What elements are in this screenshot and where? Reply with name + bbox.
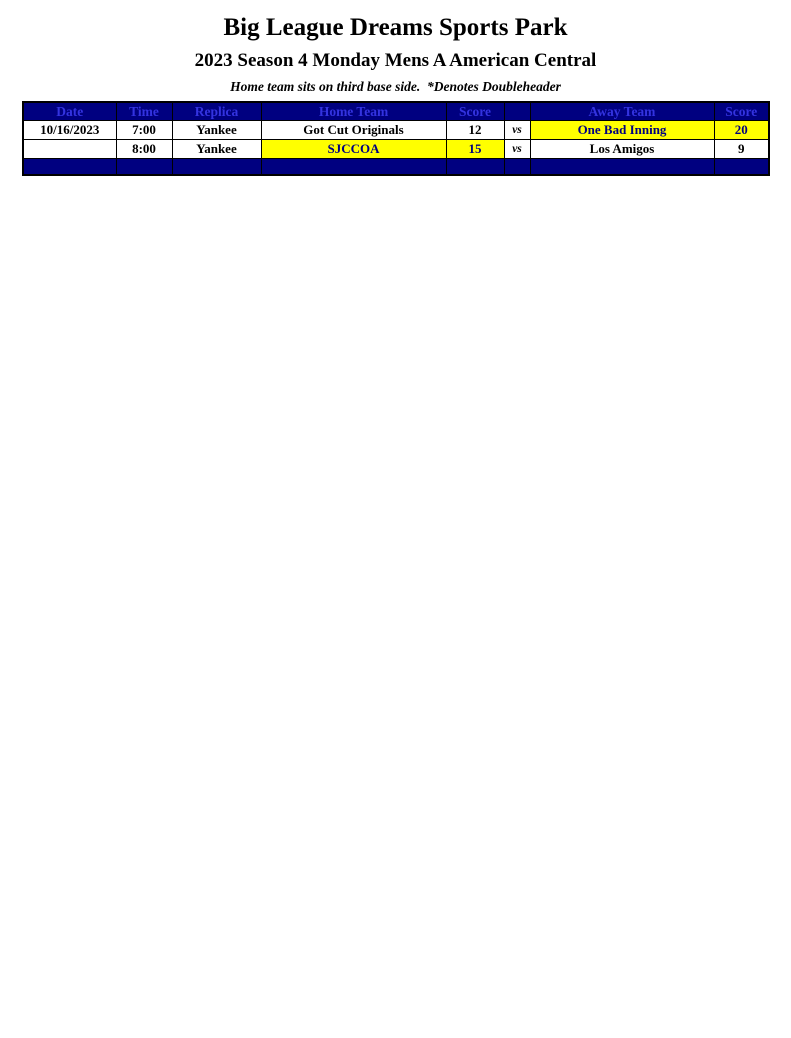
col-header-away-score: Score <box>714 102 769 120</box>
schedule-table <box>22 101 770 176</box>
cell-home-score: 12 <box>446 120 504 139</box>
empty-cell <box>261 158 446 175</box>
page-subtitle: 2023 Season 4 Monday Mens A American Central <box>194 49 597 71</box>
empty-cell <box>172 158 261 175</box>
page-title: Big League Dreams Sports Park <box>223 14 568 41</box>
col-header-time: Time <box>116 102 172 120</box>
cell-home-team: SJCCOA <box>261 139 446 158</box>
table-row <box>23 139 769 158</box>
table-note: Home team sits on third base side. *Denotes Doubleheader <box>230 78 561 94</box>
cell-time: 7:00 <box>116 120 172 139</box>
cell-date: 10/16/2023 <box>23 120 116 139</box>
table-header-row <box>23 102 769 120</box>
empty-cell <box>116 158 172 175</box>
table-empty-row <box>23 158 769 175</box>
cell-away-team: Los Amigos <box>530 139 714 158</box>
empty-cell <box>504 158 530 175</box>
empty-cell <box>530 158 714 175</box>
cell-time: 8:00 <box>116 139 172 158</box>
cell-vs: vs <box>504 120 530 139</box>
cell-replica: Yankee <box>172 120 261 139</box>
col-header-replica: Replica <box>172 102 261 120</box>
empty-cell <box>446 158 504 175</box>
table-row <box>23 120 769 139</box>
cell-away-team: One Bad Inning <box>530 120 714 139</box>
cell-replica: Yankee <box>172 139 261 158</box>
empty-cell <box>714 158 769 175</box>
col-header-home-score: Score <box>446 102 504 120</box>
col-header-date: Date <box>23 102 116 120</box>
cell-vs: vs <box>504 139 530 158</box>
col-header-vs <box>504 102 530 120</box>
col-header-home-team: Home Team <box>261 102 446 120</box>
cell-away-score: 9 <box>714 139 769 158</box>
document-page <box>0 14 791 1038</box>
cell-home-team: Got Cut Originals <box>261 120 446 139</box>
empty-cell <box>23 158 116 175</box>
cell-away-score: 20 <box>714 120 769 139</box>
col-header-away-team: Away Team <box>530 102 714 120</box>
cell-date <box>23 139 116 158</box>
cell-home-score: 15 <box>446 139 504 158</box>
